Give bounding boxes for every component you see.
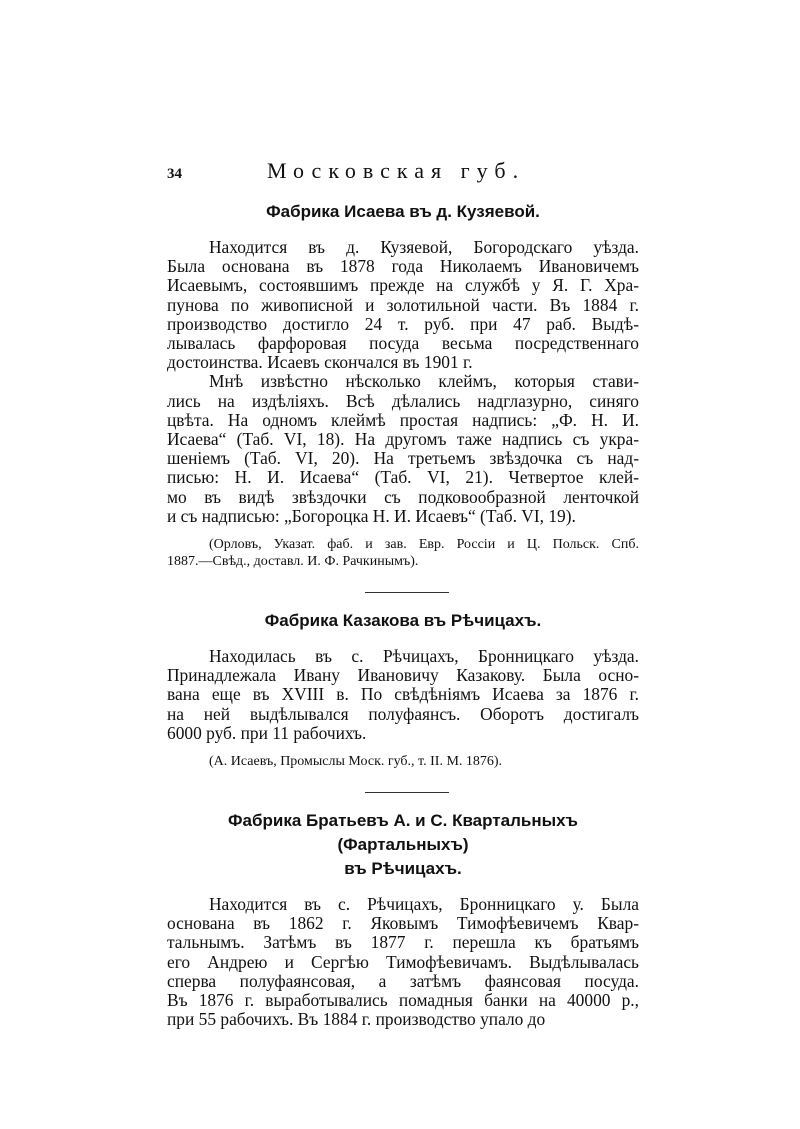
text-line: вана еще въ XVIII в. По свѣдѣніямъ Исаева за 1876 г.: [167, 684, 639, 705]
paragraph-isaev-2: [167, 372, 639, 526]
text-line: Исаева“ (Таб. VI, 18). На другомъ таже надпись съ укра-: [167, 429, 639, 450]
text-line: 6000 руб. при 11 рабочихъ.: [167, 722, 367, 743]
book-page: [167, 158, 639, 1029]
section-title-kvartalnykh: [167, 809, 639, 881]
note-line: (Орловъ, Указат. фаб. и зав. Евр. Россіи и Ц. Польск. Спб.: [209, 537, 639, 553]
text-line: Была основана въ 1878 года Николаемъ Ивановичемъ: [167, 256, 639, 277]
text-line: мо въ видѣ звѣздочки съ подковообразной ленточкой: [167, 486, 639, 507]
text-line: его Андрею и Сергѣю Тимофѣевичамъ. Выдѣлывалась: [167, 951, 639, 972]
paragraph-isaev-1: [167, 238, 639, 372]
text-line: основана въ 1862 г. Яковымъ Тимофѣевичемъ Квар-: [167, 913, 639, 934]
text-line: цвѣта. На одномъ клеймѣ простая надпись: „Ф. Н. И.: [167, 409, 639, 430]
text-line: на ней выдѣлывался полуфаянсъ. Оборотъ достигалъ: [167, 703, 639, 724]
text-line: и съ надписью: „Богороцка Н. И. Исаевъ“ (Таб. VI, 19).: [167, 505, 576, 526]
source-note-isaev: [167, 536, 639, 570]
text-line: Мнѣ извѣстно нѣсколько клеймъ, которыя стави-: [209, 371, 639, 392]
text-line: писью: Н. И. Исаева“ (Таб. VI, 21). Четвертое клей-: [167, 467, 639, 488]
paragraph-kvartalnykh: [167, 895, 639, 1029]
note-line: (А. Исаевъ, Промыслы Моск. губ., т. II. М. 1876).: [209, 754, 503, 770]
text-line: Находится въ с. Рѣчицахъ, Бронницкаго у. Была: [209, 894, 639, 915]
text-line: производство достигло 24 т. руб. при 47 раб. Выдѣ-: [167, 313, 639, 334]
section-title-isaev: Фабрика Исаева въ д. Кузяевой.: [266, 202, 540, 221]
text-line: Принадлежала Ивану Ивановичу Казакову. Была осно-: [167, 665, 639, 686]
title-line: Фабрика Братьевъ А. и С. Квартальныхъ (Фартальныхъ): [228, 811, 578, 855]
text-line: Находится въ д. Кузяевой, Богородскаго уѣзда.: [209, 237, 639, 257]
note-line: 1887.—Свѣд., доставл. И. Ф. Рачкинымъ).: [167, 554, 419, 570]
paragraph-kazakov: [167, 647, 639, 743]
text-line: тальнымъ. Затѣмъ въ 1877 г. перешла къ братьямъ: [167, 932, 639, 953]
text-line: пунова по живописной и золотильной части. Въ 1884 г.: [167, 294, 639, 315]
text-line: Находилась въ с. Рѣчицахъ, Бронницкаго уѣзда.: [209, 646, 639, 667]
text-line: шеніемъ (Таб. VI, 20). На третьемъ звѣздочка съ над-: [167, 448, 639, 469]
section-divider: [365, 592, 449, 593]
running-head: [167, 158, 639, 186]
section-divider: [365, 792, 449, 793]
text-line: сперва полуфаянсовая, а затѣмъ фаянсовая посуда.: [167, 970, 639, 991]
text-line: Въ 1876 г. выработывались помадныя банки на 40000 р.,: [167, 990, 639, 1011]
text-line: лись на издѣліяхъ. Всѣ дѣлались надглазурно, синяго: [167, 390, 639, 411]
running-title: Московская губ.: [267, 158, 526, 183]
text-line: достоинства. Исаевъ скончался въ 1901 г.: [167, 352, 473, 373]
section-title-kazakov: Фабрика Казакова въ Рѣчицахъ.: [264, 611, 542, 631]
text-line: лывалась фарфоровая посуда весьма посредственнаго: [167, 333, 639, 354]
title-line: въ Рѣчицахъ.: [344, 859, 462, 879]
text-line: Исаевымъ, состоявшимъ прежде на службѣ у Я. Г. Хра-: [167, 275, 639, 296]
page-number: 34: [167, 166, 182, 182]
source-note-kazakov: [167, 753, 639, 770]
text-line: при 55 рабочихъ. Въ 1884 г. производство упало до: [167, 1009, 546, 1030]
